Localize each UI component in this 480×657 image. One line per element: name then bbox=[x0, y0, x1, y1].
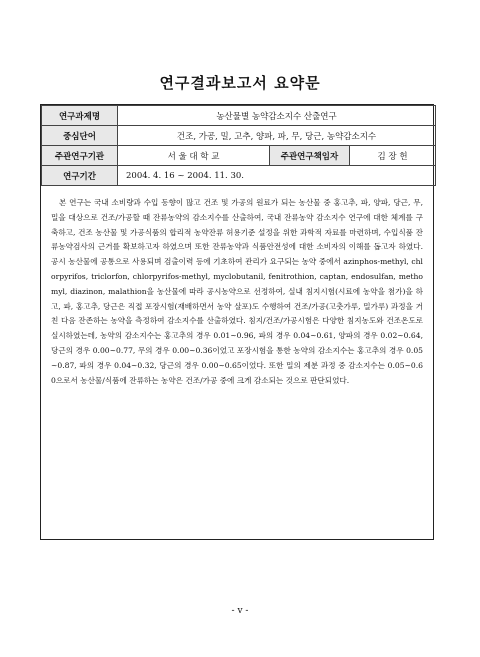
keywords-value: 건조, 가공, 밀, 고추, 양파, 파, 무, 당근, 농약감소지수 bbox=[118, 126, 436, 146]
keywords-row bbox=[42, 126, 436, 146]
institution-label: 주관연구기관 bbox=[42, 146, 118, 166]
institution-value: 서 울 대 학 교 bbox=[118, 146, 270, 166]
keywords-label: 중심단어 bbox=[42, 126, 118, 146]
period-value: 2004. 4. 16 ~ 2004. 11. 30. bbox=[118, 166, 436, 186]
summary-text: 본 연구는 국내 소비량과 수입 동향이 많고 건조 및 가공의 원료가 되는 농산물 중 홍고추, 파, 양파, 당근, 무, 밀을 대상으로 건조/가공할 때 잔류농약의 감소지수를 산출하여, 국내 잔류농약 감소지수 연구에 대한 체계를 구축하고, 건조 농산물 및 가공식품의 합리적 농약잔류 허용기준 설정을 위한 과학적 자료를 마련하며, 수입식품 잔류농약검사의 근거를 확보하고자 하였으며 또한 잔류농약과 식품안전성에 대한 소비자의 이해를 돕고자 하였다. 공시 농산물에 공통으로 사용되며 검출이력 등에 기초하여 관리가 요구되는 농약 중에서 azinphos-methyl, chlorpyrifos, triclorfon, chlorpyrifos-methyl, myclobutanil, fenitrothion, captan, endosulfan, methomyl, diazinon, malathion을 농산물에 따라 공시농약으로 선정하여, 실내 침지시험(시료에 농약을 첨가)을 하고, 파, 홍고추, 당근은 직접 포장시험(재배하면서 농약 살포)도 수행하여 건조/가공(고춧가루, 밀가루) 과정을 거친 다음 잔존하는 농약을 측정하여 감소지수를 산출하였다. 침지/건조/가공시험은 다양한 침지농도와 건조온도로 실시하였는데, 농약의 감소지수는 홍고추의 경우 0.01~0.96, 파의 경우 0.04~0.61, 양파의 경우 0.02~0.64, 당근의 경우 0.00~0.77, 무의 경우 0.00~0.36이었고 포장시험을 통한 농약의 감소지수는 홍고추의 경우 0.05~0.87, 파의 경우 0.04~0.32, 당근의 경우 0.00~0.65이었다. 또한 밀의 제분 과정 중 감소지수는 0.05~0.60으로서 농산물/식품에 잔류하는 농약은 건조/가공 중에 크게 감소되는 것으로 판단되었다. bbox=[51, 198, 423, 385]
researcher-label: 주관연구책임자 bbox=[270, 146, 350, 166]
project-value: 농산물별 농약감소지수 산출연구 bbox=[118, 106, 436, 126]
document-title: 연구결과보고서 요약문 bbox=[159, 74, 321, 92]
period-label: 연구기간 bbox=[42, 166, 118, 186]
summary-box bbox=[40, 104, 434, 540]
project-row bbox=[42, 106, 436, 126]
project-info-table bbox=[41, 105, 436, 186]
project-label: 연구과제명 bbox=[42, 106, 118, 126]
institution-row bbox=[42, 146, 436, 166]
researcher-value: 김 장 헌 bbox=[350, 146, 436, 166]
page-number: - v - bbox=[231, 606, 249, 616]
period-row bbox=[42, 166, 436, 186]
